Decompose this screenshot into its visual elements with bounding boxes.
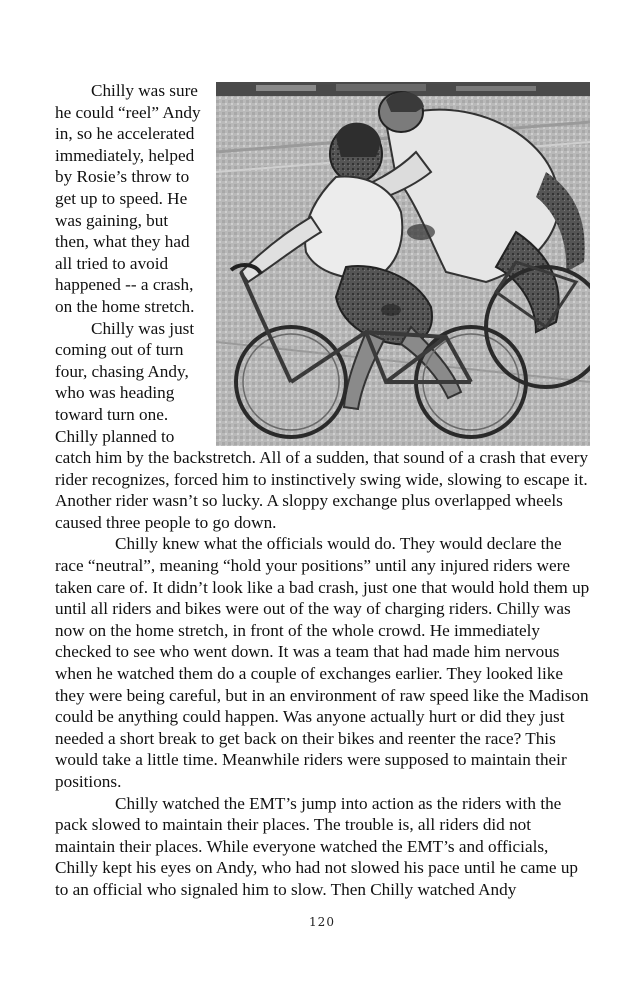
page-number: 120 bbox=[309, 915, 335, 929]
text-line: by Rosie’s throw to bbox=[55, 167, 190, 187]
text-line: Chilly was just bbox=[91, 318, 195, 338]
text-line: Chilly planned to bbox=[55, 426, 175, 446]
paragraph-4: Chilly watched the EMT’s jump into action as the riders with the pack slowed to maintain their places. The trouble is, all riders did not maintain their places. While everyone watched the EMT’s and officials, Chilly kept his eyes on Andy, who had not slowed his pace until he came up to an official who signaled him to slow. Then Chilly watched Andy bbox=[55, 793, 579, 899]
text-line: all tried to avoid bbox=[55, 253, 169, 273]
body-text bbox=[55, 80, 590, 901]
text-line: who was heading bbox=[55, 383, 175, 403]
paragraph-3: Chilly knew what the officials would do. They would declare the race “neutral”, meaning “hold your positions” until any injured riders were taken care of. It didn’t look like a bad crash, just one that would hold them up until all riders and bikes were out of the way of charging riders. Chilly was now on the home stretch, in front of the whole crowd. He immediately checked to see who went down. It was a team that had made him nervous when he watched them do a couple of exchanges earlier. They looked like they were being careful, but in an environment of raw speed like the Madison could be anything could happen. Was anyone actually hurt or did they just needed a short break to get back on their bikes and reenter the race? This would take a little time. Meanwhile riders were supposed to maintain their positions. bbox=[55, 534, 590, 791]
text-line: Chilly was sure bbox=[91, 81, 198, 100]
cyclists-illustration bbox=[216, 82, 590, 446]
text-line: coming out of turn bbox=[55, 340, 184, 360]
text-line: get up to speed. He bbox=[55, 188, 188, 208]
text-line: happened -- a crash, bbox=[55, 275, 194, 295]
text-line: four, chasing Andy, bbox=[55, 361, 189, 381]
paragraph-text: catch him by the backstretch. All of a sudden, that sound of a crash that every rider recognizes, forced him to instinctively swing wide, slowing to escape it. Another rider wasn’t so lucky. A sloppy exchange plus overlapped wheels caused three people to go down. bbox=[55, 448, 589, 532]
text-line: was gaining, but bbox=[55, 210, 169, 230]
text-line: in, so he accelerated bbox=[55, 124, 195, 144]
text-line: immediately, helped bbox=[55, 145, 195, 165]
text-line: he could “reel” Andy bbox=[55, 102, 201, 122]
text-line: toward turn one. bbox=[55, 404, 169, 424]
text-line: on the home stretch. bbox=[55, 296, 195, 316]
text-line: then, what they had bbox=[55, 232, 190, 252]
